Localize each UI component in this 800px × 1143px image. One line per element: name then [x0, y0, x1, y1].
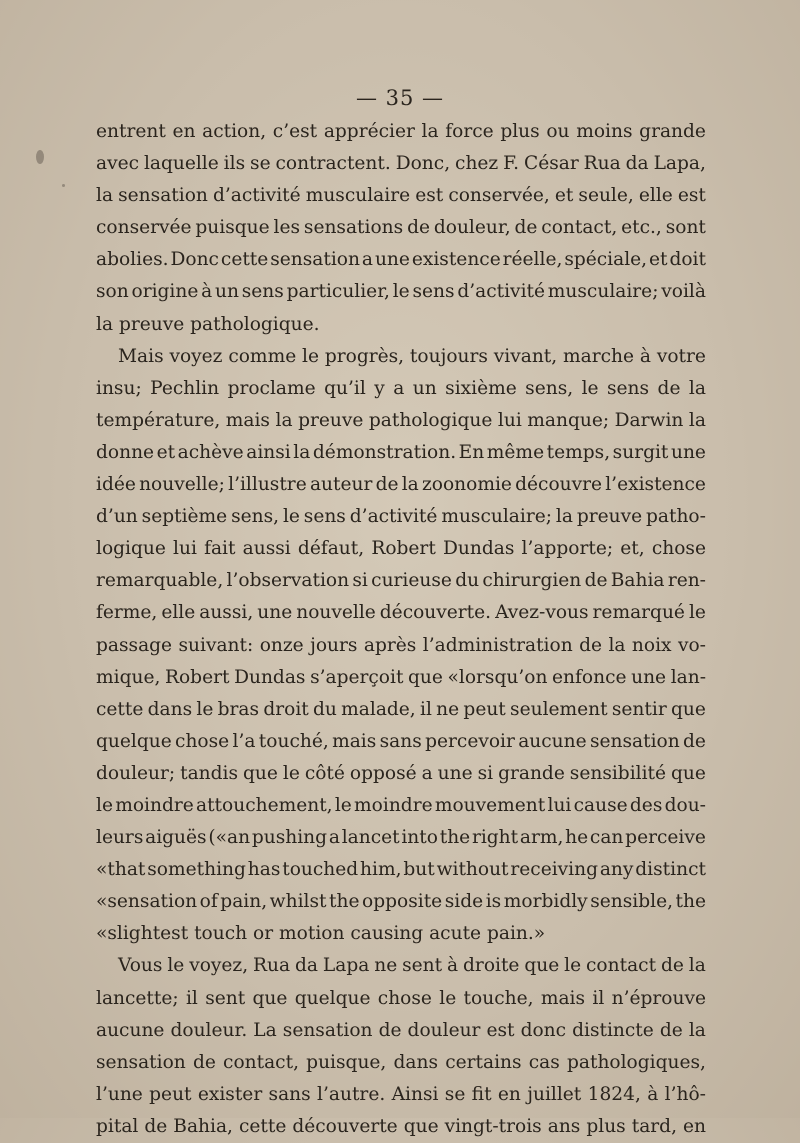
- text-line-quote-end: «slightest touch or motion causing acute pain.»: [96, 923, 546, 945]
- paper-speck: [62, 184, 65, 187]
- text-line: abolies. Donc cette sensation a une existence réelle, spéciale, et doit: [96, 249, 706, 271]
- text-line-quote: leurs aiguës («an pushing a lancet into the right arm, he can perceive: [96, 827, 706, 849]
- paper-speck: [36, 150, 44, 164]
- text-line: sensation de contact, puisque, dans certains cas pathologiques,: [96, 1051, 706, 1073]
- text-line: le moindre attouchement, le moindre mouvement lui cause des dou-: [96, 794, 706, 816]
- page-number: — 35 —: [355, 86, 445, 110]
- text-line: aucune douleur. La sensation de douleur est donc distincte de la: [96, 1019, 706, 1041]
- text-line: entrent en action, c’est apprécier la force plus ou moins grande: [96, 121, 706, 142]
- text-line: idée nouvelle; l’illustre auteur de la zoonomie découvre l’existence: [96, 474, 706, 496]
- text-body: [96, 116, 706, 1143]
- text-line: mique, Robert Dundas s’aperçoit que «lorsqu’on enfonce une lan-: [96, 666, 706, 688]
- text-line: logique lui fait aussi défaut, Robert Dundas l’apporte; et, chose: [96, 538, 706, 560]
- text-line-paragraph-end: la preuve pathologique.: [96, 313, 320, 335]
- text-line-paragraph-start: Mais voyez comme le progrès, toujours vivant, marche à votre: [118, 345, 706, 367]
- text-line: passage suivant: onze jours après l’administration de la noix vo-: [96, 634, 706, 656]
- text-line: température, mais la preuve pathologique lui manque; Darwin la: [96, 409, 706, 431]
- text-line: l’une peut exister sans l’autre. Ainsi se fit en juillet 1824, à l’hô-: [96, 1083, 706, 1105]
- text-line: d’un septième sens, le sens d’activité musculaire; la preuve patho-: [96, 506, 706, 528]
- text-line: insu; Pechlin proclame qu’il y a un sixième sens, le sens de la: [96, 377, 706, 399]
- text-line: donne et achève ainsi la démonstration. En même temps, surgit une: [96, 441, 706, 463]
- text-line: pital de Bahia, cette découverte que vingt-trois ans plus tard, en: [96, 1115, 706, 1137]
- text-line: remarquable, l’observation si curieuse du chirurgien de Bahia ren-: [96, 570, 706, 592]
- text-line: son origine à un sens particulier, le sens d’activité musculaire; voilà: [96, 281, 706, 303]
- text-line: avec laquelle ils se contractent. Donc, chez F. César Rua da Lapa,: [96, 153, 706, 175]
- text-line-italic: douleur; tandis que le côté opposé a une si grande sensibilité que: [96, 762, 706, 784]
- text-line-italic: quelque chose l’a touché, mais sans percevoir aucune sensation de: [96, 730, 706, 752]
- text-line-italic: cette dans le bras droit du malade, il ne peut seulement sentir que: [96, 698, 706, 720]
- text-line-paragraph-start: Vous le voyez, Rua da Lapa ne sent à droite que le contact de la: [118, 955, 706, 977]
- text-line: ferme, elle aussi, une nouvelle découverte. Avez-vous remarqué le: [96, 602, 706, 624]
- text-line-quote: «sensation of pain, whilst the opposite side is morbidly sensible, the: [96, 891, 706, 913]
- text-line: conservée puisque les sensations de douleur, de contact, etc., sont: [96, 217, 706, 239]
- text-line-italic: la sensation d’activité musculaire est conservée, et seule, elle est: [96, 185, 706, 207]
- text-line: lancette; il sent que quelque chose le touche, mais il n’éprouve: [96, 987, 706, 1009]
- text-line-quote: «that something has touched him, but without receiving any distinct: [96, 859, 706, 881]
